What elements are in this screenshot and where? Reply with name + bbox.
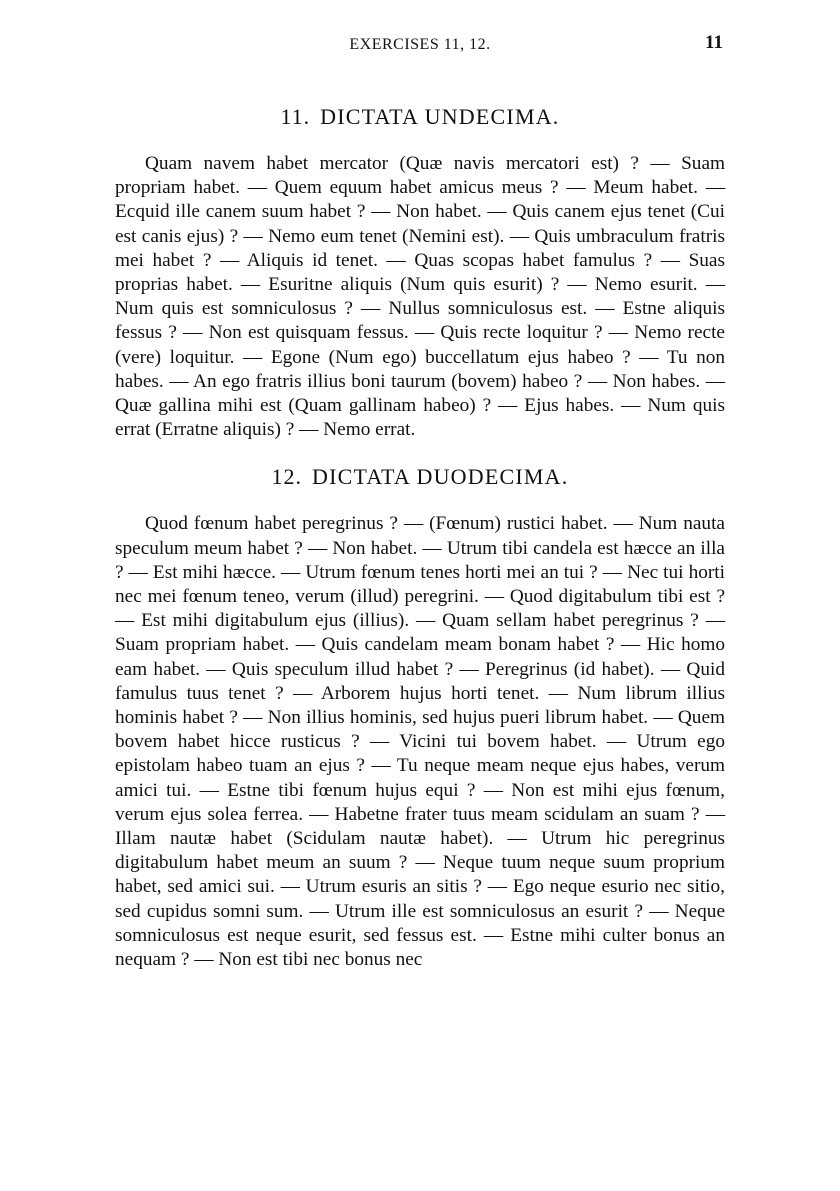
section-heading-12 <box>115 464 725 490</box>
section-heading-11 <box>115 104 725 130</box>
section-number: 12. <box>271 464 303 490</box>
running-head-title: EXERCISES 11, 12. <box>349 36 491 53</box>
running-head <box>115 30 725 60</box>
section-title: DICTATA UNDECIMA. <box>320 104 560 129</box>
section-title: DICTATA DUODECIMA. <box>312 464 569 490</box>
section-text-12: Quod fœnum habet peregrinus ? — (Fœnum) rustici habet. — Num nauta speculum meum habet ? — Non habet. — Utrum tibi candela est hæcce an illa ? — Est mihi hæcce. — Utrum fœnum tenes horti mei an tui ? — Nec tui horti nec mei fœnum teneo, verum (illud) peregrini. — Quod digitabulum tibi est ? — Est mihi digitabulum ejus (illius). — Quam sellam habet peregrinus ? — Suam propriam habet. — Quis candelam meam bonam habet ? — Hic homo eam habet. — Quis speculum illud habet ? — Peregrinus (id habet). — Quid famulus tuus tenet ? — Arborem hujus horti tenet. — Num librum illius hominis habet ? — Non illius hominis, sed hujus pueri librum habet. — Quem bovem habet hicce rusticus ? — Vicini tui bovem habet. — Utrum ego epistolam habeo tuam an ejus ? — Tu neque meam neque ejus habes, verum amici tui. — Estne tibi fœnum hujus equi ? — Non est mihi ejus fœnum, verum ejus solea ferrea. — Habetne frater tuus meam scidulam an suam ? — Illam nautæ habet (Scidulam nautæ habet). — Utrum hic peregrinus digitabulum habet meum an suum ? — Neque tuum neque suum proprium habet, sed amici sui. — Utrum esuris an sitis ? — Ego neque esurio nec sitio, sed cupidus somni sum. — Utrum ille est somniculosus an esurit ? — Neque somniculosus est neque esurit, sed fessus est. — Estne mihi culter bonus an nequam ? — Non est tibi nec bonus nec <box>115 513 725 971</box>
section-text-11: Quam navem habet mercator (Quæ navis mercatori est) ? — Suam propriam habet. — Quem equum habet amicus meus ? — Meum habet. — Ecquid ille canem suum habet ? — Non habet. — Quis canem ejus tenet (Cui est canis ejus) ? — Nemo eum tenet (Nemini est). — Quis umbraculum fratris mei habet ? — Aliquis id tenet. — Quas scopas habet famulus ? — Suas proprias habet. — Esuritne aliquis (Num quis esurit) ? — Nemo esurit. — Num quis est somniculosus ? — Nullus somniculosus est. — Estne aliquis fessus ? — Non est quisquam fessus. — Quis recte loquitur ? — Nemo recte (vere) loquitur. — Egone (Num ego) buccellatum ejus habeo ? — Tu non habes. — An ego fratris illius boni taurum (bovem) habeo ? — Non habes. — Quæ gallina mihi est (Quam gallinam habeo) ? — Ejus habes. — Num quis errat (Erratne aliquis) ? — Nemo errat. <box>115 153 725 441</box>
page-number: 11 <box>705 32 723 53</box>
section-number: 11. <box>280 104 311 129</box>
book-page <box>115 30 725 972</box>
